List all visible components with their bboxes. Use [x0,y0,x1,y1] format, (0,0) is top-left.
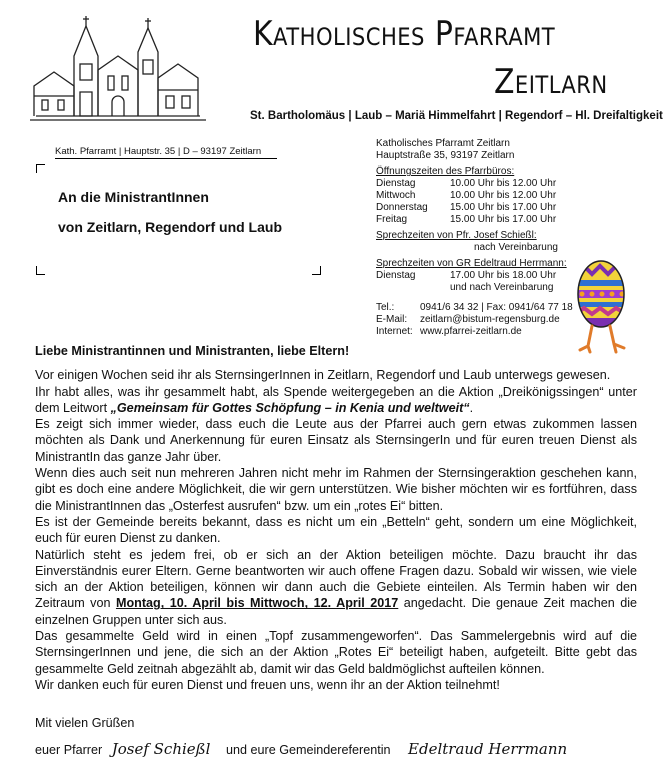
contact-table: Tel.: 0941/6 34 32 | Fax: 0941/64 77 18 E-Mail: zeitlarn@bistum-regensburg.de Internet: www.pfarrei-zeitlarn.de [376,302,573,337]
paragraph: Vor einigen Wochen seid ihr als SternsingerInnen in Zeitlarn, Regendorf und Laub unterwegs gewesen. [35,368,611,383]
hours-table [376,178,556,226]
paragraph: Das gesammelte Geld wird in einen „Topf zusammengeworfen“. Das Sammelergebnis wird auf die SternsingerInnen und jene, die sich an der Aktion „Rotes Ei“ beteiligt haben, aufgeteilt. Bitte gebt das gesammelte Geld zeitnah abgezählt ab, damit wir das Geld baldmöglichst aufteilen können. [35,629,637,676]
recipient-line2: von Zeitlarn, Regendorf und Laub [58,219,282,235]
priest-hours: nach Vereinbarung [474,242,558,253]
phone-fax: 0941/6 34 32 | Fax: 0941/64 77 18 [420,302,573,313]
header-title-line1: Katholisches Pfarramt [253,14,556,54]
recipient-line1: An die MinistrantInnen [58,189,209,205]
closing-part1: euer Pfarrer [35,743,103,757]
header-title-line2: Zeitlarn [494,62,608,102]
hours-heading: Öffnungszeiten des Pfarrbüros: [376,166,515,177]
office-name: Katholisches Pfarramt Zeitlarn [376,138,510,149]
website-link: www.pfarrei-zeitlarn.de [420,326,522,337]
paragraph: Wir danken euch für euren Dienst und freuen uns, wenn ihr an der Aktion teilnehmt! [35,677,500,692]
motto: „Gemeinsam für Gottes Schöpfung – in Kenia und weltweit“ [110,400,470,415]
hours-row: Donnerstag 15.00 Uhr bis 17.00 Uhr [376,202,557,213]
easter-egg-illustration [568,252,638,356]
greeting: Liebe Ministrantinnen und Ministranten, liebe Eltern! [35,344,350,358]
regards: Mit vielen Grüßen [35,716,135,730]
closing-part2: und eure Gemeindereferentin [225,743,391,757]
priest-heading: Sprechzeiten von Pfr. Josef Schießl: [376,230,537,241]
gr-table: Dienstag 17.00 Uhr bis 18.00 Uhr und nach Vereinbarung [376,270,557,293]
paragraph: Es zeigt sich immer wieder, dass euch die Leute aus der Pfarrei auch gern etwas zukommen lassen möchten als Dank und Anerkennung für euren Einsatz als SternsingerIn und für euren treuen Dienst als MinistrantIn das ganze Jahr über. [35,417,637,464]
paragraph: Natürlich steht es jedem frei, ob er sich an der Aktion beteiligen möchte. Dazu braucht ihr das Einverständnis eurer Eltern. Gerne beantworten wir auch offene Fragen dazu. Sobald wir wissen, wie viele sich an der Aktion beteiligen, können wir dann auch die Gebiete einteilen. Als Termin haben wir den Zeitraum von Montag, 10. April bis Mittwoch, 12. April 2017 angedacht. Die genaue Zeit machen die einzelnen Gruppen unter sich aus. [35,547,638,627]
office-address: Hauptstraße 35, 93197 Zeitlarn [376,150,515,161]
corner-mark [312,266,321,275]
hours-row: Freitag 15.00 Uhr bis 17.00 Uhr [376,214,557,225]
gr-heading: Sprechzeiten von GR Edeltraud Herrmann: [376,258,567,269]
date-range: Montag, 10. April bis Mittwoch, 12. April 2017 [115,596,399,611]
paragraph: Ihr habt alles, was ihr gesammelt habt, als Spende weitergegeben an die Aktion „Dreikönigssingen“ unter dem Leitwort „Gemeinsam für Gottes Schöpfung – in Kenia und weltweit“. [35,384,637,415]
church-logo [28,12,208,124]
hours-row: Mittwoch 10.00 Uhr bis 12.00 Uhr [376,190,557,201]
sender-underline [55,158,277,159]
corner-mark [36,266,45,275]
signature-referentin: Edeltraud Herrmann [408,740,568,758]
letter-body [35,343,637,693]
parishes-line: St. Bartholomäus | Laub – Mariä Himmelfahrt | Regendorf – Hl. Dreifaltigkeit [250,110,663,122]
email-link: zeitlarn@bistum-regensburg.de [420,314,560,325]
paragraph: Es ist der Gemeinde bereits bekannt, dass es nicht um ein „Betteln“ geht, sondern um eine Möglichkeit, euch für euren Dienst zu danken. [35,514,637,546]
sender-line: Kath. Pfarramt | Hauptstr. 35 | D – 93197 Zeitlarn [55,146,262,157]
office-info [376,138,573,338]
paragraph: Wenn dies auch seit nun mehreren Jahren nicht mehr im Rahmen der Sternsingeraktion geschehen kann, gibt es doch eine andere Möglichkeit, die wir gern unterstützen. Wie bisher möchten wir es fortführen, dass die MinistrantInnen das „Osterfest ausrufen“ bzw. um ein „rotes Ei“ bitten. [35,466,637,513]
signature-pfarrer: Josef Schießl [111,740,211,758]
hours-row: Dienstag 10.00 Uhr bis 12.00 Uhr [376,178,557,189]
corner-mark [36,164,45,173]
signature-line [35,740,567,758]
